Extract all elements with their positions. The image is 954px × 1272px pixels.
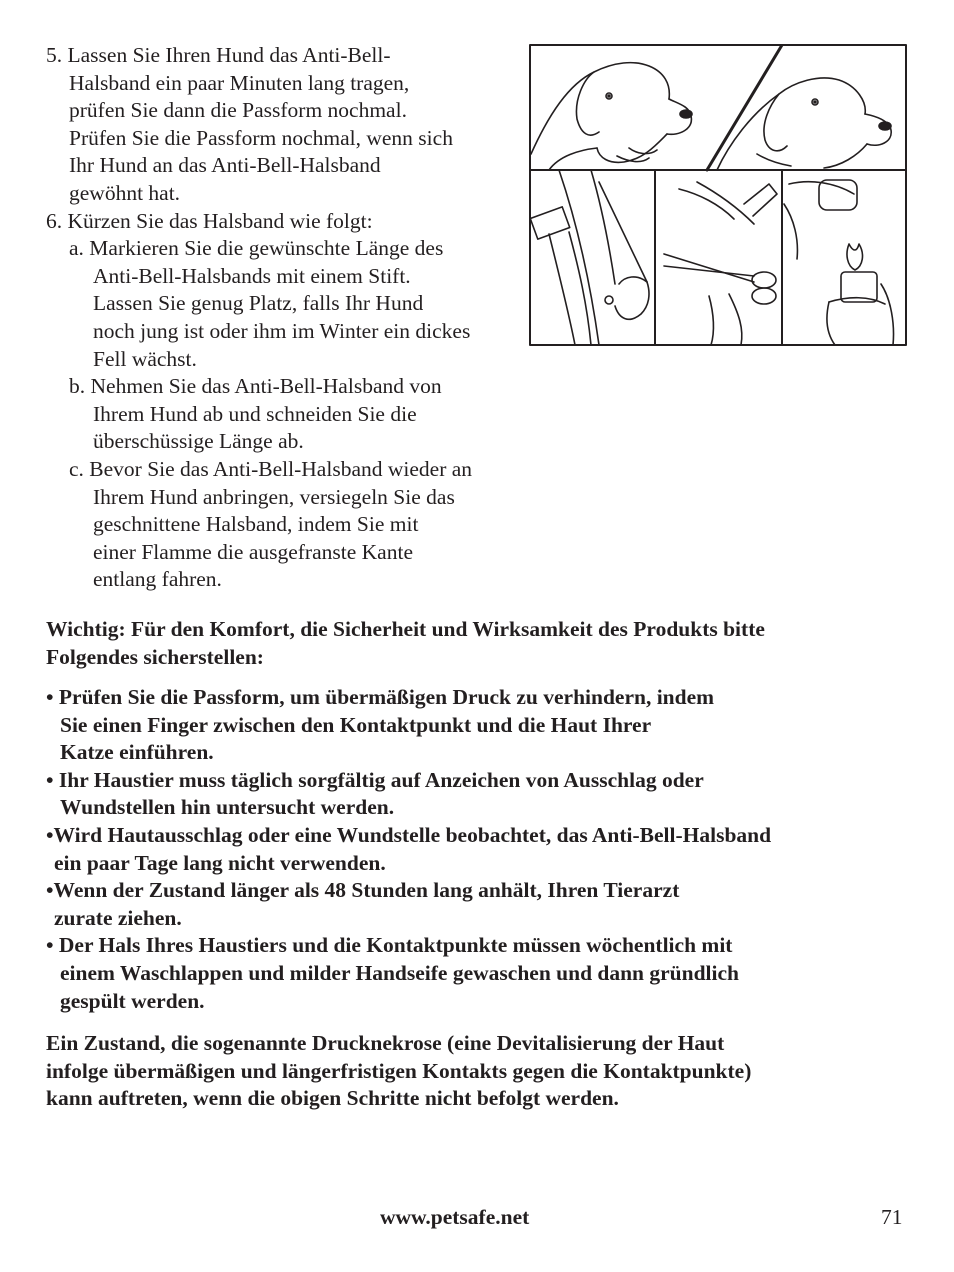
- substep-a-line: a. Markieren Sie die gewünschte Länge des: [69, 236, 444, 261]
- bullet-item: [46, 932, 926, 1015]
- bullet-line: • Ihr Haustier muss täglich sorgfältig auf Anzeichen von Ausschlag oder: [46, 767, 704, 792]
- bullet-item: [46, 877, 926, 932]
- bullet-line: Wundstellen hin untersucht werden.: [60, 795, 395, 820]
- step-5-line: Halsband ein paar Minuten lang tragen,: [69, 70, 410, 95]
- step-5-line: Ihr Hund an das Anti-Bell-Halsband: [69, 153, 381, 178]
- substep-a-line: Lassen Sie genug Platz, falls Ihr Hund: [93, 291, 424, 316]
- bullet-line: zurate ziehen.: [54, 905, 182, 930]
- substep-a-line: Anti-Bell-Halsbands mit einem Stift.: [93, 263, 411, 288]
- scissors-panel: [664, 182, 777, 345]
- substep-c-line: Ihrem Hund anbringen, versiegeln Sie das: [93, 484, 455, 509]
- substep-b-line: Ihrem Hund ab und schneiden Sie die: [93, 401, 417, 426]
- pressure-necrosis-warning: [46, 1030, 926, 1113]
- bullet-line: Sie einen Finger zwischen den Kontaktpunkt und die Haut Ihrer: [60, 712, 652, 737]
- safety-bullet-list: [46, 684, 926, 1015]
- important-line: Wichtig: Für den Komfort, die Sicherheit und Wirksamkeit des Produkts bitte: [46, 617, 765, 641]
- bullet-line: • Der Hals Ihres Haustiers und die Kontaktpunkte müssen wöchentlich mit: [46, 933, 733, 958]
- instruction-steps: [46, 42, 526, 594]
- bullet-line: einem Waschlappen und milder Handseife gewaschen und dann gründlich: [60, 960, 740, 985]
- step-5-line: prüfen Sie dann die Passform nochmal.: [69, 98, 407, 123]
- substep-c-line: einer Flamme die ausgefranste Kante: [93, 539, 413, 564]
- warning-line: infolge übermäßigen und längerfristigen Kontakts gegen die Kontaktpunkte): [46, 1058, 752, 1083]
- bullet-item: [46, 767, 926, 822]
- website-url: www.petsafe.net: [380, 1205, 530, 1229]
- substep-c-line: entlang fahren.: [93, 567, 222, 592]
- page-number: 71: [881, 1205, 903, 1229]
- substep-b-line: b. Nehmen Sie das Anti-Bell-Halsband von: [69, 374, 442, 399]
- bullet-item: [46, 822, 926, 877]
- mark-collar-panel: [530, 170, 649, 345]
- substep-a-line: noch jung ist oder ihm im Winter ein dickes: [93, 318, 471, 343]
- step-5-line: gewöhnt hat.: [69, 180, 181, 205]
- important-line: Folgendes sicherstellen:: [46, 644, 264, 669]
- bullet-line: •Wird Hautausschlag oder eine Wundstelle beobachtet, das Anti-Bell-Halsband: [46, 822, 772, 847]
- bullet-item: [46, 684, 926, 767]
- bullet-line: •Wenn der Zustand länger als 48 Stunden lang anhält, Ihren Tierarzt: [46, 878, 680, 903]
- warning-line: Ein Zustand, die sogenannte Drucknekrose (eine Devitalisierung der Haut: [46, 1031, 725, 1055]
- important-notice: [46, 616, 926, 671]
- substep-a-line: Fell wächst.: [93, 346, 197, 371]
- bullet-line: • Prüfen Sie die Passform, um übermäßigen Druck zu verhindern, indem: [46, 685, 715, 709]
- bullet-line: gespült werden.: [60, 988, 205, 1013]
- substep-b-line: überschüssige Länge ab.: [93, 429, 304, 454]
- substep-c-line: geschnittene Halsband, indem Sie mit: [93, 512, 419, 537]
- step-5-line: Prüfen Sie die Passform nochmal, wenn sich: [69, 125, 453, 150]
- collar-fitting-illustration: [529, 44, 907, 346]
- lighter-panel: [784, 180, 894, 345]
- dog-head-left: [531, 63, 692, 170]
- bullet-line: Katze einführen.: [60, 740, 214, 765]
- step-5-line: 5. Lassen Sie Ihren Hund das Anti-Bell-: [46, 43, 391, 67]
- dog-head-right: [717, 78, 891, 170]
- bullet-line: ein paar Tage lang nicht verwenden.: [54, 850, 386, 875]
- warning-line: kann auftreten, wenn die obigen Schritte nicht befolgt werden.: [46, 1086, 619, 1111]
- substep-c-line: c. Bevor Sie das Anti-Bell-Halsband wieder an: [69, 456, 473, 481]
- step-6-title: 6. Kürzen Sie das Halsband wie folgt:: [46, 208, 373, 233]
